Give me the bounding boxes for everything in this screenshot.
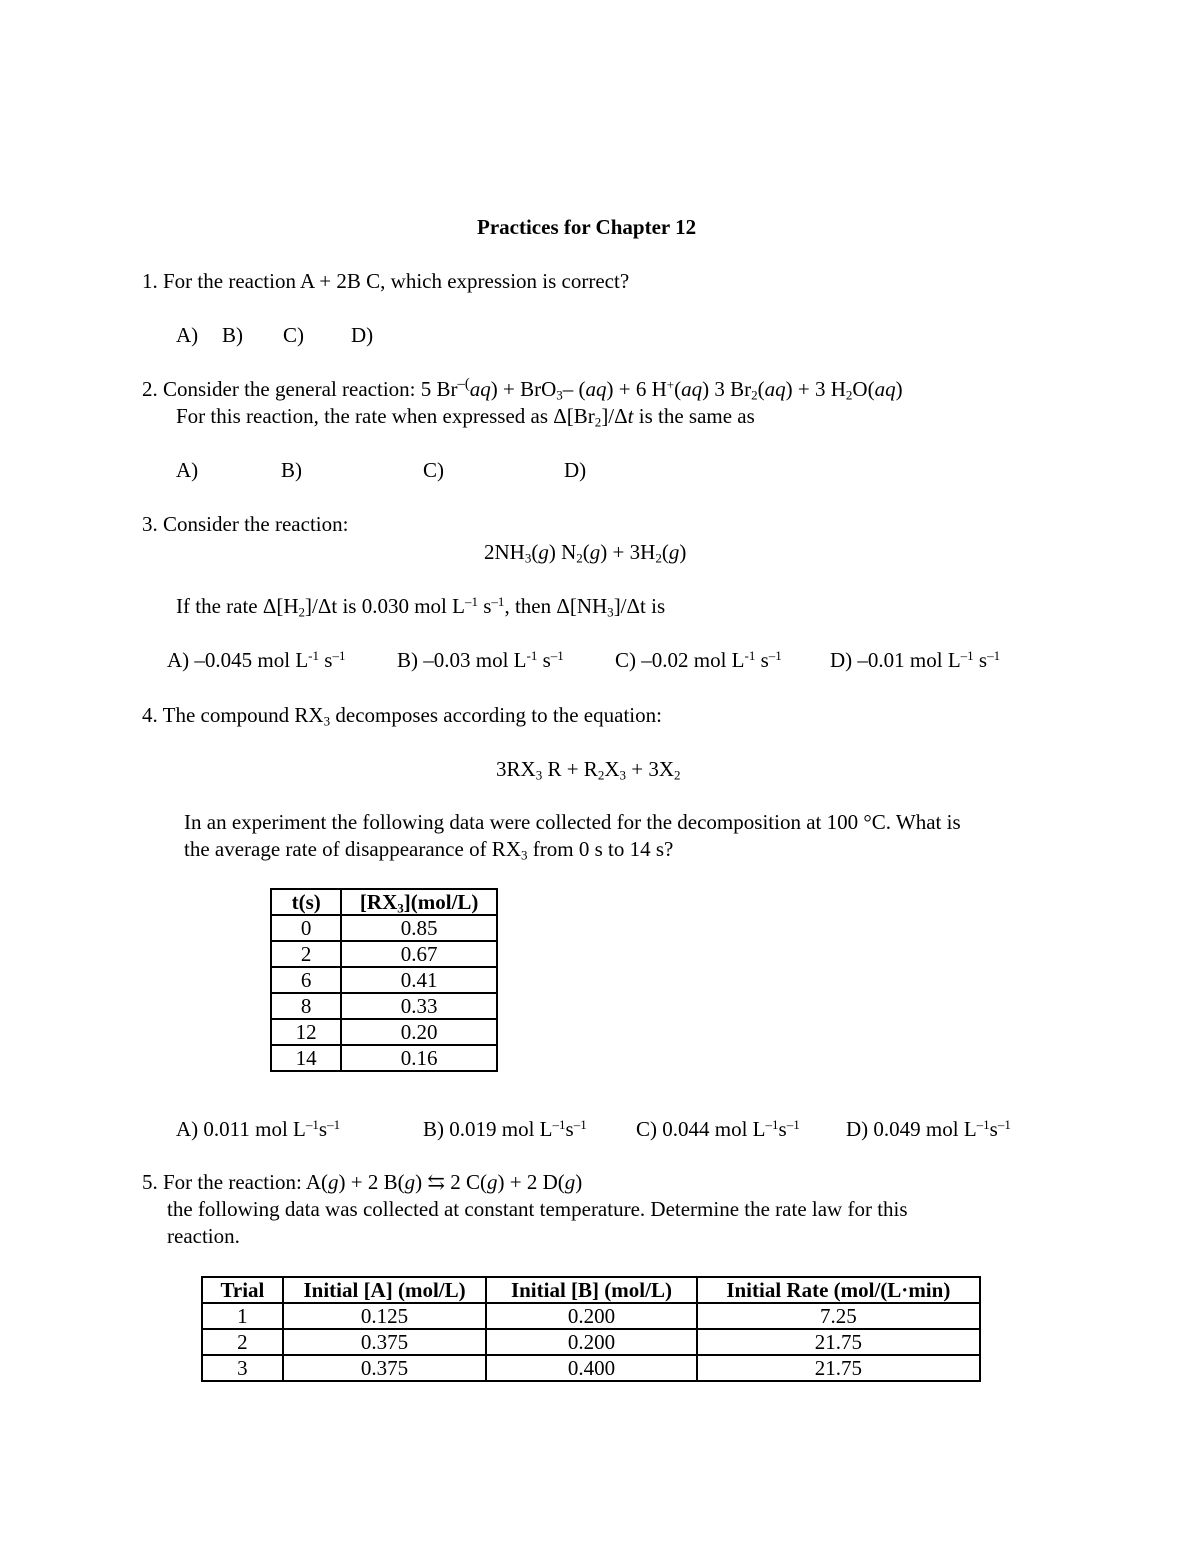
q4-eq-sub3: 3	[619, 767, 627, 783]
q5-text-g: ) + 2 D(	[497, 1170, 565, 1194]
q4-option-a	[176, 1116, 341, 1141]
q4-text2-sub: 3	[520, 847, 528, 863]
q2-text-r: O(	[852, 377, 875, 401]
header-initial-a: Initial [A] (mol/L)	[283, 1277, 486, 1303]
q2-phase-aq3: aq	[681, 377, 703, 401]
q2-sub-bro3: 3	[556, 387, 563, 403]
q2-text-a: 2. Consider the general reaction: 5 Br	[142, 377, 458, 401]
header-time: t(s)	[271, 889, 341, 915]
q3-option-c-sup2: –1	[768, 647, 782, 663]
header-trial: Trial	[202, 1277, 283, 1303]
q3-option-a-sup1: -1	[308, 647, 319, 663]
q3-given-g: , then Δ[NH	[504, 594, 608, 618]
q3-given-sub-nh3: 3	[607, 604, 614, 620]
question-5-line2: the following data was collected at constant temperature. Determine the rate law for this	[167, 1197, 908, 1221]
table-cell: 0.20	[341, 1019, 497, 1045]
q2-option-d: D)	[564, 458, 587, 482]
q3-option-d	[830, 647, 1001, 672]
table-cell: 0.375	[283, 1355, 486, 1381]
question-3-equation	[484, 540, 687, 566]
q3-eq-c: (	[531, 540, 539, 564]
q3-eq-phase1: g	[538, 540, 549, 564]
q3-option-a-unit: s	[319, 648, 333, 672]
question-5-reaction	[142, 1172, 582, 1193]
question-4-intro	[142, 703, 662, 729]
table-cell: 14	[271, 1045, 341, 1071]
q2-text-l: ) 3 Br	[702, 377, 752, 401]
table-cell: 0.400	[486, 1355, 696, 1381]
q4-option-c-sup1: –1	[765, 1116, 779, 1132]
q2-option-b: B)	[281, 458, 302, 482]
question-4-text-line2	[184, 837, 674, 863]
q3-eq-i: ) + 3H	[600, 540, 656, 564]
table-row	[202, 1329, 980, 1355]
table-row	[202, 1303, 980, 1329]
q1-option-c: C)	[283, 323, 304, 347]
table-header-row	[202, 1277, 980, 1303]
q4-option-d	[846, 1116, 1011, 1141]
q4-option-b	[423, 1116, 587, 1141]
q2-phase-aq1: aq	[469, 377, 491, 401]
q4-option-a-sup2: –1	[327, 1116, 341, 1132]
q2-text-d: ) + BrO	[490, 377, 557, 401]
question-2-prompt	[176, 404, 755, 430]
q5-text-i: )	[575, 1170, 583, 1194]
table-cell: 0.375	[283, 1329, 486, 1355]
q2-text-n: (	[757, 377, 765, 401]
table-cell: 2	[271, 941, 341, 967]
q4-intro-sub: 3	[323, 713, 331, 729]
q3-given-e: s	[477, 594, 492, 618]
q3-eq-sub-nh3: 3	[524, 550, 532, 566]
q3-option-b-unit: s	[537, 648, 551, 672]
q4-option-c-text: C) 0.044 mol L	[636, 1117, 766, 1141]
table-cell: 0.200	[486, 1329, 696, 1355]
q2-text-f: ‒ (	[562, 377, 586, 401]
q4-option-d-sup1: –1	[976, 1116, 990, 1132]
q4-option-d-text: D) 0.049 mol L	[846, 1117, 977, 1141]
page-title: Practices for Chapter 12	[477, 215, 697, 239]
q3-eq-sub-h2: 2	[655, 550, 662, 566]
q3-given-sup1: –1	[464, 593, 478, 609]
question-5-line3: reaction.	[167, 1224, 240, 1248]
q4-eq-sub4: 2	[674, 767, 681, 783]
header-conc-a: [RX	[359, 890, 398, 914]
q4-eq-c: R + R	[542, 757, 598, 781]
header-initial-b: Initial [B] (mol/L)	[486, 1277, 696, 1303]
q2-prompt-c: ]/Δ	[601, 404, 628, 428]
q4-intro-c: decomposes according to the equation:	[330, 703, 662, 727]
q4-option-a-text: A) 0.011 mol L	[176, 1117, 306, 1141]
table-cell: 0.85	[341, 915, 497, 941]
q3-option-c-text: C) –0.02 mol L	[615, 648, 745, 672]
question-4-text-line1: In an experiment the following data were collected for the decomposition at 100 °C. What is	[184, 810, 961, 834]
question-3-given	[176, 593, 666, 620]
q3-given-i: ]/Δt is	[613, 594, 666, 618]
q3-given-a: If the rate Δ[H	[176, 594, 299, 618]
q5-text-c: ) + 2 B(	[338, 1170, 405, 1194]
q4-option-c	[636, 1116, 800, 1141]
q3-option-b-text: B) –0.03 mol L	[397, 648, 527, 672]
q4-option-a-unit: s	[318, 1117, 328, 1141]
q2-phase-aq2: aq	[585, 377, 607, 401]
q3-option-b	[397, 647, 564, 672]
q4-option-d-sup2: –1	[997, 1116, 1011, 1132]
q4-option-c-unit: s	[778, 1117, 787, 1141]
q4-text2-c: from 0 s to 14 s?	[527, 837, 674, 861]
table-cell: 12	[271, 1019, 341, 1045]
q4-intro-a: 4. The compound RX	[142, 703, 324, 727]
q3-option-d-sup2: –1	[987, 647, 1001, 663]
q2-option-c: C)	[423, 458, 444, 482]
q4-option-b-sup2: –1	[573, 1116, 587, 1132]
q4-text2-a: the average rate of disappearance of RX	[184, 837, 521, 861]
table-row	[271, 1045, 497, 1071]
q5-phase2: g	[404, 1170, 416, 1194]
q2-sub-h2o: 2	[845, 387, 853, 403]
table-cell: 21.75	[697, 1329, 980, 1355]
q3-option-d-unit: s	[973, 648, 988, 672]
header-initial-rate: Initial Rate (mol/(L·min)	[697, 1277, 980, 1303]
table-cell: 8	[271, 993, 341, 1019]
q4-eq-g: + 3X	[626, 757, 675, 781]
q2-sub-br2: 2	[751, 387, 758, 403]
q3-eq-phase2: g	[589, 540, 601, 564]
q5-phase1: g	[328, 1170, 339, 1194]
q3-eq-a: 2NH	[484, 540, 525, 564]
rx3-data-table	[270, 888, 498, 1072]
q2-sup-charge-br: ‒(	[457, 375, 470, 392]
q3-given-sup2: –1	[491, 593, 505, 609]
q4-eq-e: X	[604, 757, 620, 781]
q3-option-a-sup2: –1	[332, 647, 346, 663]
rate-data-table	[201, 1276, 981, 1382]
q3-eq-m: )	[679, 540, 687, 564]
q3-option-c-sup1: -1	[744, 647, 756, 663]
table-row	[271, 941, 497, 967]
table-cell: 1	[202, 1303, 283, 1329]
q5-text-e: ) ⇆ 2 C(	[415, 1170, 487, 1194]
q4-option-b-unit: s	[565, 1117, 574, 1141]
q2-phase-aq4: aq	[764, 377, 786, 401]
q2-prompt-sub: 2	[594, 414, 602, 430]
table-header-row	[271, 889, 497, 915]
table-cell: 0.67	[341, 941, 497, 967]
q2-prompt-a: For this reaction, the rate when expressed as Δ[Br	[176, 404, 595, 428]
q1-option-d: D)	[351, 323, 374, 347]
table-cell: 0	[271, 915, 341, 941]
question-1-text: 1. For the reaction A + 2B C, which expression is correct?	[142, 269, 630, 293]
table-row	[202, 1355, 980, 1381]
table-row	[271, 915, 497, 941]
q4-eq-sub2: 2	[597, 767, 605, 783]
q2-phase-aq5: aq	[874, 377, 896, 401]
q2-text-h: ) + 6 H	[606, 377, 667, 401]
table-row	[271, 1019, 497, 1045]
question-2-reaction	[142, 375, 903, 403]
table-cell: 7.25	[697, 1303, 980, 1329]
q3-option-d-text: D) –0.01 mol L	[830, 648, 961, 672]
table-row	[271, 967, 497, 993]
question-4-equation	[496, 757, 681, 783]
table-cell: 0.125	[283, 1303, 486, 1329]
table-cell: 0.33	[341, 993, 497, 1019]
table-cell: 21.75	[697, 1355, 980, 1381]
q3-option-c	[615, 647, 782, 672]
header-conc-c: ](mol/L)	[403, 890, 479, 914]
q3-given-sub-h2: 2	[298, 604, 306, 620]
q3-eq-sub-n2: 2	[576, 550, 583, 566]
q3-option-b-sup2: –1	[550, 647, 564, 663]
q1-option-a: A)	[176, 323, 199, 347]
q3-eq-phase3: g	[668, 540, 680, 564]
q3-option-d-sup1: –1	[960, 647, 974, 663]
table-cell: 6	[271, 967, 341, 993]
q4-option-a-sup1: –1	[305, 1116, 319, 1132]
q4-option-b-text: B) 0.019 mol L	[423, 1117, 553, 1141]
q5-phase3: g	[486, 1170, 498, 1194]
header-concentration	[341, 889, 497, 915]
q3-option-a-text: A) –0.045 mol L	[167, 648, 309, 672]
q4-option-b-sup1: –1	[552, 1116, 566, 1132]
question-3-intro: 3. Consider the reaction:	[142, 512, 349, 536]
q2-text-t: )	[895, 377, 903, 401]
q3-option-c-unit: s	[755, 648, 769, 672]
table-cell: 0.200	[486, 1303, 696, 1329]
header-conc-sub: 3	[397, 900, 404, 916]
q4-eq-sub1: 3	[535, 767, 543, 783]
q3-option-b-sup1: -1	[526, 647, 538, 663]
q2-option-a: A)	[176, 458, 199, 482]
q1-option-b: B)	[222, 323, 243, 347]
q4-option-c-sup2: –1	[786, 1116, 800, 1132]
q4-option-d-unit: s	[989, 1117, 998, 1141]
q3-option-a	[167, 647, 346, 672]
q3-eq-k: (	[661, 540, 669, 564]
table-cell: 0.16	[341, 1045, 497, 1071]
table-cell: 3	[202, 1355, 283, 1381]
q5-text-a: 5. For the reaction: A(	[142, 1170, 329, 1194]
table-cell: 2	[202, 1329, 283, 1355]
q2-sup-h: +	[666, 376, 675, 392]
q2-prompt-e: is the same as	[633, 404, 755, 428]
q4-eq-a: 3RX	[496, 757, 536, 781]
q3-given-c: ]/Δt is 0.030 mol L	[305, 594, 465, 618]
q3-eq-e: ) N	[548, 540, 577, 564]
table-cell: 0.41	[341, 967, 497, 993]
q2-text-j: (	[674, 377, 682, 401]
q3-eq-g: (	[582, 540, 590, 564]
table-row	[271, 993, 497, 1019]
q5-phase4: g	[564, 1170, 576, 1194]
q2-prompt-t: t	[627, 404, 634, 428]
q2-text-p: ) + 3 H	[785, 377, 846, 401]
